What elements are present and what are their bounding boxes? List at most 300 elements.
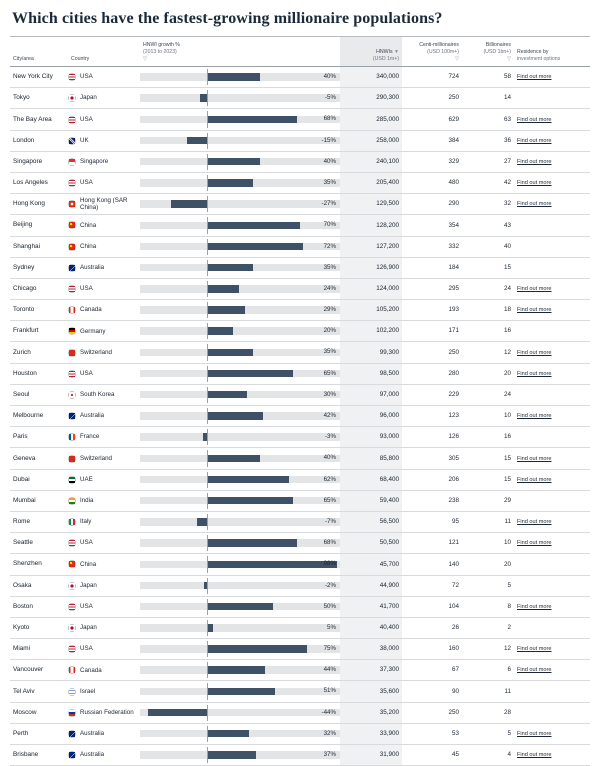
growth-bar [207,264,254,271]
zero-axis-line [207,662,208,678]
zero-axis-line [207,683,208,699]
growth-value-label: 72% [323,242,336,250]
growth-bar [200,94,207,101]
cell-growth-bar [140,363,340,384]
country-label: Australia [80,730,105,738]
country-label: Australia [80,751,105,759]
zero-axis-line [207,366,208,382]
find-out-more-link[interactable]: Find out more [517,286,552,293]
cell-city: Paris [10,427,68,448]
flag-icon [68,666,76,674]
cell-city: New York City [10,67,68,88]
cell-country [68,511,140,532]
table-row[interactable] [10,533,590,554]
cell-city: Shanghai [10,236,68,257]
table-row[interactable] [10,427,590,448]
cell-city: Boston [10,596,68,617]
growth-value-label: -5% [324,94,336,102]
flag-icon [68,688,76,696]
table-row[interactable] [10,745,590,766]
cell-billionaires: 36 [462,130,514,151]
table-row[interactable] [10,257,590,278]
find-out-more-link[interactable]: Find out more [517,519,552,526]
cell-billionaires: 14 [462,88,514,109]
cell-city: Shenzhen [10,554,68,575]
country-label: USA [80,369,93,377]
cell-centi-millionaires: 104 [402,596,462,617]
table-row[interactable] [10,575,590,596]
table-row[interactable] [10,660,590,681]
cell-city: Miami [10,639,68,660]
table-row[interactable] [10,194,590,215]
cell-hnwi: 50,500 [340,533,402,554]
country-label: South Korea [80,391,115,399]
cell-growth-bar [140,723,340,744]
table-row[interactable] [10,109,590,130]
find-out-more-link[interactable]: Find out more [517,307,552,314]
find-out-more-link[interactable]: Find out more [517,540,552,547]
zero-axis-line [207,705,208,721]
cell-residence-link[interactable] [514,67,590,88]
cell-residence-link[interactable] [514,342,590,363]
table-row[interactable] [10,702,590,723]
cell-city: Mumbai [10,490,68,511]
sort-icon-growth[interactable]: ▽ [143,56,147,63]
flag-icon [68,349,76,357]
growth-bar [207,645,307,652]
zero-axis-line [207,408,208,424]
growth-value-label: 75% [323,645,336,653]
growth-value-label: 68% [323,115,336,123]
zero-axis-line [207,90,208,106]
cell-centi-millionaires: 26 [402,617,462,638]
table-row[interactable] [10,406,590,427]
cell-growth-bar [140,406,340,427]
growth-value-label: 50% [323,602,336,610]
cell-hnwi: 35,600 [340,681,402,702]
cell-country [68,363,140,384]
find-out-more-link[interactable]: Find out more [517,137,552,144]
zero-axis-line [207,726,208,742]
growth-value-label: 20% [323,327,336,335]
growth-value-label: 62% [323,475,336,483]
cell-residence-link[interactable] [514,406,590,427]
flag-icon [68,497,76,505]
growth-bar [207,222,300,229]
growth-value-label: -2% [324,581,336,589]
cell-country [68,278,140,299]
cell-country [68,300,140,321]
flag-icon [68,370,76,378]
growth-bar [207,116,298,123]
cell-growth-bar [140,342,340,363]
cell-city: Frankfurt [10,321,68,342]
cell-country [68,427,140,448]
cell-hnwi: 205,400 [340,172,402,193]
table-row[interactable] [10,278,590,299]
cell-billionaires: 24 [462,278,514,299]
cell-residence-link[interactable] [514,448,590,469]
cell-centi-millionaires: 384 [402,130,462,151]
growth-value-label: -44% [321,708,336,716]
growth-bar [148,709,207,716]
cell-growth-bar [140,109,340,130]
find-out-more-link[interactable]: Find out more [517,455,552,462]
growth-bar [207,603,274,610]
flag-icon [68,455,76,463]
table-row[interactable] [10,342,590,363]
flag-icon [68,264,76,272]
table-row[interactable] [10,448,590,469]
table-row[interactable] [10,681,590,702]
header-centi-label: Centi-millionaires [419,42,459,48]
cell-country [68,342,140,363]
flag-icon [68,539,76,547]
header-centi[interactable] [402,37,462,67]
cell-growth-bar [140,469,340,490]
cell-city: Dubai [10,469,68,490]
table-row[interactable] [10,639,590,660]
cell-billionaires: 15 [462,448,514,469]
cell-growth-bar [140,448,340,469]
cell-country [68,406,140,427]
table-row[interactable] [10,363,590,384]
sort-icon-centi[interactable]: ▽ [455,56,459,63]
cell-billionaires: 32 [462,194,514,215]
cell-hnwi: 59,400 [340,490,402,511]
cell-city: Melbourne [10,406,68,427]
sort-icon-bill[interactable]: ▽ [507,56,511,63]
find-out-more-link[interactable]: Find out more [517,370,552,377]
growth-bar [207,688,275,695]
zero-axis-line [207,302,208,318]
cell-hnwi: 258,000 [340,130,402,151]
country-label: Russian Federation [80,708,134,716]
cell-centi-millionaires: 280 [402,363,462,384]
cell-country [68,172,140,193]
zero-axis-line [207,620,208,636]
cell-country [68,554,140,575]
cell-city: The Bay Area [10,109,68,130]
cell-residence-link [514,554,590,575]
cell-hnwi: 126,900 [340,257,402,278]
find-out-more-link[interactable]: Find out more [517,180,552,187]
table-row[interactable] [10,490,590,511]
growth-value-label: -15% [321,136,336,144]
flag-icon [68,582,76,590]
cell-country [68,67,140,88]
country-label: China [80,242,97,250]
table-row[interactable] [10,384,590,405]
find-out-more-link[interactable]: Find out more [517,349,552,356]
cell-country [68,681,140,702]
cell-billionaires: 20 [462,554,514,575]
cell-billionaires: 16 [462,321,514,342]
country-label: Hong Kong (SAR China) [80,196,128,212]
growth-value-label: -3% [324,433,336,441]
cell-residence-link [514,427,590,448]
country-label: Australia [80,412,105,420]
cell-growth-bar [140,427,340,448]
zero-axis-line [207,154,208,170]
zero-axis-line [207,387,208,403]
cell-centi-millionaires: 629 [402,109,462,130]
cell-billionaires: 10 [462,406,514,427]
cell-growth-bar [140,490,340,511]
header-residence [514,37,590,67]
table-row[interactable] [10,88,590,109]
cell-city: Los Angeles [10,172,68,193]
cell-growth-bar [140,511,340,532]
growth-value-label: 42% [323,412,336,420]
table-row[interactable] [10,236,590,257]
cell-residence-link[interactable] [514,151,590,172]
cell-billionaires: 8 [462,596,514,617]
cell-hnwi: 124,000 [340,278,402,299]
sort-icon-hnwi[interactable]: ▼ [394,49,399,56]
cell-centi-millionaires: 206 [402,469,462,490]
flag-icon [68,518,76,526]
table-row[interactable] [10,215,590,236]
table-row[interactable] [10,511,590,532]
find-out-more-link[interactable]: Find out more [517,476,552,483]
header-hnwi-label: HNWIs [376,49,393,56]
cell-country [68,257,140,278]
find-out-more-link[interactable]: Find out more [517,116,552,123]
zero-axis-line [207,260,208,276]
growth-value-label: 51% [323,687,336,695]
table-row[interactable] [10,596,590,617]
table-row[interactable] [10,67,590,88]
cell-growth-bar [140,300,340,321]
growth-bar [207,349,254,356]
table-body [10,67,590,766]
cell-centi-millionaires: 126 [402,427,462,448]
cell-billionaires: 18 [462,300,514,321]
zero-axis-line [207,239,208,255]
cell-country [68,448,140,469]
cell-billionaires: 40 [462,236,514,257]
cell-centi-millionaires: 354 [402,215,462,236]
cell-hnwi: 128,200 [340,215,402,236]
cell-residence-link[interactable] [514,596,590,617]
growth-value-label: 32% [323,729,336,737]
cell-residence-link [514,490,590,511]
growth-bar [207,391,247,398]
country-label: Australia [80,263,105,271]
header-growth[interactable] [140,37,340,67]
country-label: Singapore [80,158,109,166]
bar-track [140,327,340,334]
cell-growth-bar [140,575,340,596]
table-row[interactable] [10,300,590,321]
cell-city: Chicago [10,278,68,299]
cell-city: Hong Kong [10,194,68,215]
growth-value-label: 68% [323,539,336,547]
cell-hnwi: 45,700 [340,554,402,575]
cell-hnwi: 40,400 [340,617,402,638]
cell-city: Seattle [10,533,68,554]
find-out-more-link[interactable]: Find out more [517,158,552,165]
cell-billionaires: 27 [462,151,514,172]
cell-country [68,194,140,215]
page-title: Which cities have the fastest-growing millionaire populations? [12,10,443,27]
zero-axis-line [207,578,208,594]
cell-residence-link[interactable] [514,660,590,681]
table-row[interactable] [10,172,590,193]
flag-icon [68,73,76,81]
growth-value-label: 30% [323,390,336,398]
cell-country [68,490,140,511]
find-out-more-link[interactable]: Find out more [517,667,552,674]
cell-city: Geneva [10,448,68,469]
zero-axis-line [207,217,208,233]
cell-residence-link [514,321,590,342]
cell-centi-millionaires: 121 [402,533,462,554]
table-row[interactable] [10,469,590,490]
zero-axis-line [207,641,208,657]
find-out-more-link[interactable]: Find out more [517,201,552,208]
table-row[interactable] [10,151,590,172]
cell-residence-link[interactable] [514,300,590,321]
cell-residence-link[interactable] [514,723,590,744]
country-label: USA [80,179,93,187]
country-label: Japan [80,94,97,102]
zero-axis-line [207,599,208,615]
cell-growth-bar [140,215,340,236]
cell-residence-link[interactable] [514,533,590,554]
table-row[interactable] [10,321,590,342]
header-billionaires[interactable] [462,37,514,67]
cell-residence-link [514,215,590,236]
cell-residence-link[interactable] [514,639,590,660]
cell-growth-bar [140,236,340,257]
cell-residence-link[interactable] [514,363,590,384]
cell-city: Toronto [10,300,68,321]
cell-hnwi: 240,100 [340,151,402,172]
cell-country [68,384,140,405]
bar-track [140,285,340,292]
find-out-more-link[interactable]: Find out more [517,603,552,610]
header-centi-sub: (USD 100m+) [427,49,459,56]
country-label: Switzerland [80,348,112,356]
cell-hnwi: 93,000 [340,427,402,448]
cell-billionaires: 15 [462,469,514,490]
zero-axis-line [207,450,208,466]
cell-hnwi: 68,400 [340,469,402,490]
table-row[interactable] [10,617,590,638]
cell-residence-link [514,702,590,723]
cell-country [68,723,140,744]
cell-growth-bar [140,151,340,172]
cell-hnwi: 97,000 [340,384,402,405]
country-label: Japan [80,624,97,632]
cell-centi-millionaires: 250 [402,88,462,109]
cell-billionaires: 24 [462,384,514,405]
find-out-more-link[interactable]: Find out more [517,730,552,737]
cell-hnwi: 285,000 [340,109,402,130]
cell-residence-link[interactable] [514,278,590,299]
flag-icon [68,603,76,611]
zero-axis-line [207,747,208,763]
cell-growth-bar [140,257,340,278]
cell-billionaires: 28 [462,702,514,723]
cell-billionaires: 63 [462,109,514,130]
cell-city: Seoul [10,384,68,405]
country-label: USA [80,73,93,81]
flag-icon [68,645,76,653]
growth-bar [207,412,263,419]
growth-value-label: 29% [323,306,336,314]
zero-axis-line [207,69,208,85]
cell-residence-link[interactable] [514,469,590,490]
cell-growth-bar [140,745,340,766]
cell-growth-bar [140,172,340,193]
cell-hnwi: 290,300 [340,88,402,109]
flag-icon [68,624,76,632]
bar-track [140,582,340,589]
cell-residence-link [514,617,590,638]
cell-residence-link[interactable] [514,172,590,193]
growth-value-label: 40% [323,73,336,81]
cell-hnwi: 33,900 [340,723,402,744]
find-out-more-link[interactable]: Find out more [517,74,552,81]
country-label: USA [80,602,93,610]
find-out-more-link[interactable]: Find out more [517,752,552,759]
country-label: Israel [80,687,96,695]
cell-centi-millionaires: 329 [402,151,462,172]
cell-residence-link[interactable] [514,194,590,215]
table-row[interactable] [10,554,590,575]
bar-track [140,137,340,144]
country-label: USA [80,645,93,653]
cell-residence-link[interactable] [514,109,590,130]
flag-icon [68,709,76,717]
cell-city: London [10,130,68,151]
cell-hnwi: 99,300 [340,342,402,363]
flag-icon [68,476,76,484]
cell-hnwi: 102,200 [340,321,402,342]
cell-residence-link [514,384,590,405]
table-row[interactable] [10,723,590,744]
cell-residence-link[interactable] [514,745,590,766]
flag-icon [68,116,76,124]
country-label: Switzerland [80,454,112,462]
cell-residence-link[interactable] [514,511,590,532]
cell-centi-millionaires: 53 [402,723,462,744]
growth-value-label: -27% [321,200,336,208]
flag-icon [68,306,76,314]
flag-icon [68,137,76,145]
growth-bar [207,476,290,483]
cell-centi-millionaires: 229 [402,384,462,405]
growth-value-label: 37% [323,751,336,759]
growth-value-label: 65% [323,496,336,504]
cell-country [68,321,140,342]
cell-hnwi: 127,200 [340,236,402,257]
cell-growth-bar [140,702,340,723]
cell-residence-link[interactable] [514,130,590,151]
country-label: UK [80,136,89,144]
cell-hnwi: 38,000 [340,639,402,660]
find-out-more-link[interactable]: Find out more [517,646,552,653]
header-hnwi[interactable] [340,37,402,67]
cell-centi-millionaires: 250 [402,342,462,363]
find-out-more-link[interactable]: Find out more [517,413,552,420]
table-row[interactable] [10,130,590,151]
cell-billionaires: 12 [462,639,514,660]
flag-icon [68,179,76,187]
